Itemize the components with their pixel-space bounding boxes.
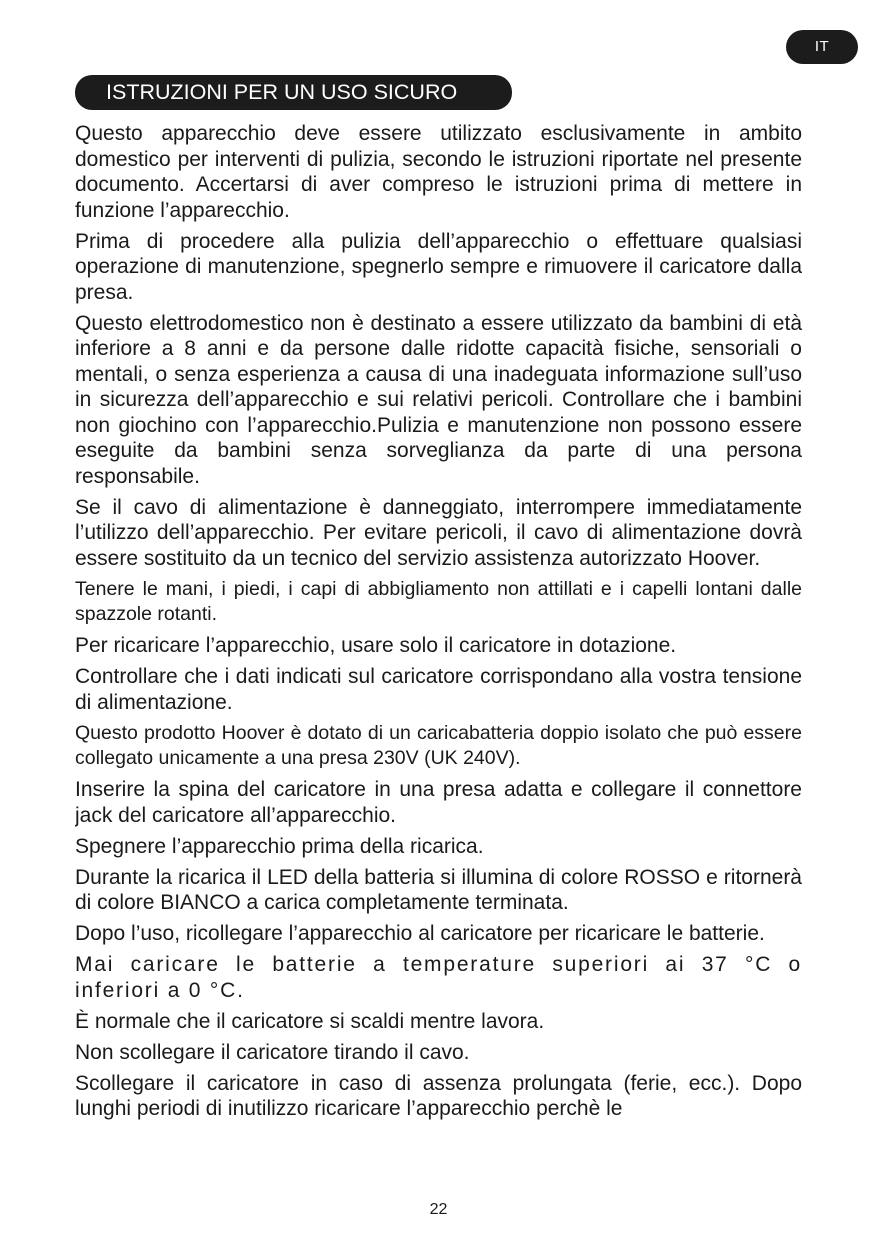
paragraph-children-safety: Questo elettrodomestico non è destinato a essere utilizzato da bambini di età inferiore a 8 anni e da persone dalle ridotte capacità fisiche, sensoriali o mentali, o senza esperienza a causa di una inadeguata informazione sull’uso in sicurezza dell’apparecchio e sui relativi pericoli. Controllare che i bambini non giochino con l’apparecchio.Pulizia e manutenzione non possono essere eseguite da bambini senza sorveglianza da parte di una persona responsabile. bbox=[75, 311, 802, 488]
paragraph-supplied-charger: Per ricaricare l’apparecchio, usare solo il caricatore in dotazione. bbox=[75, 634, 677, 657]
paragraph-temperature-limits: Mai caricare le batterie a temperature superiori ai 37 °C o inferiori a 0 °C. bbox=[75, 953, 802, 1002]
paragraph-led-indicator: Durante la ricarica il LED della batteria si illumina di colore ROSSO e ritornerà di colore BIANCO a carica completamente terminata. bbox=[75, 865, 802, 914]
instructions-body bbox=[75, 121, 802, 1163]
paragraph-damaged-cable: Se il cavo di alimentazione è danneggiato, interrompere immediatamente l’utilizzo dell’apparecchio. Per evitare pericoli, il cavo di alimentazione dovrà essere sostituito da un tecnico del servizio assistenza autorizzato Hoover. bbox=[75, 495, 802, 570]
paragraph-connect-charger: Inserire la spina del caricatore in una presa adatta e collegare il connettore jack del caricatore all’apparecchio. bbox=[75, 778, 802, 827]
page-number: 22 bbox=[429, 1201, 448, 1218]
paragraph-rotating-brushes: Tenere le mani, i piedi, i capi di abbigliamento non attillati e i capelli lontani dalle spazzole rotanti. bbox=[75, 577, 802, 625]
paragraph-charger-warm: È normale che il caricatore si scaldi mentre lavora. bbox=[75, 1009, 545, 1033]
section-title: ISTRUZIONI PER UN USO SICURO bbox=[75, 75, 512, 110]
paragraph-check-voltage: Controllare che i dati indicati sul caricatore corrispondano alla vostra tensione di alimentazione. bbox=[75, 665, 802, 714]
paragraph-switch-off: Spegnere l’apparecchio prima della ricarica. bbox=[75, 834, 484, 858]
paragraph-cleaning-maintenance: Prima di procedere alla pulizia dell’apparecchio o effettuare qualsiasi operazione di manutenzione, spegnerlo sempre e rimuovere il caricatore dalla presa. bbox=[75, 229, 802, 304]
paragraph-double-insulated-charger: Questo prodotto Hoover è dotato di un caricabatteria doppio isolato che può essere collegato unicamente a una presa 230V (UK 240V). bbox=[75, 721, 802, 769]
paragraph-domestic-use: Questo apparecchio deve essere utilizzato esclusivamente in ambito domestico per interventi di pulizia, secondo le istruzioni riportate nel presente documento. Accertarsi di aver compreso le istruzioni prima di mettere in funzione l’apparecchio. bbox=[75, 122, 802, 222]
paragraph-after-use: Dopo l’uso, ricollegare l’apparecchio al caricatore per ricaricare le batterie. bbox=[75, 922, 765, 945]
paragraph-prolonged-absence: Scollegare il caricatore in caso di assenza prolungata (ferie, ecc.). Dopo lunghi periodi di inutilizzo ricaricare l’apparecchio perchè le bbox=[75, 1071, 802, 1120]
paragraph-do-not-pull-cable: Non scollegare il caricatore tirando il cavo. bbox=[75, 1040, 470, 1064]
language-badge: IT bbox=[786, 30, 858, 64]
